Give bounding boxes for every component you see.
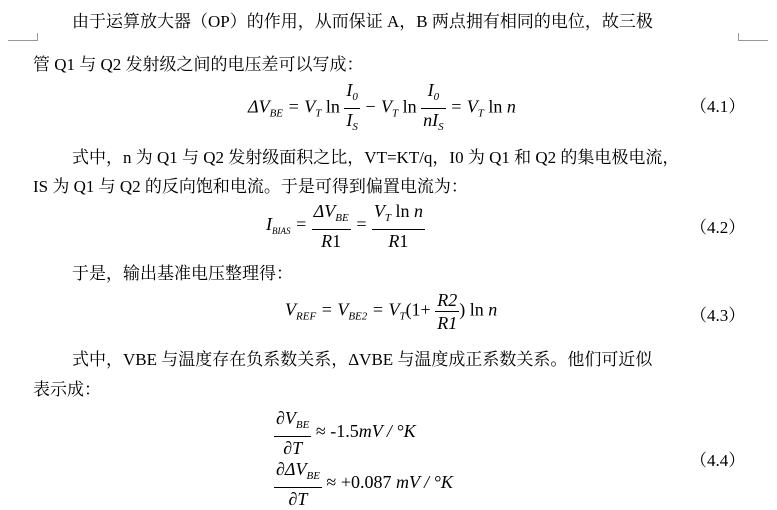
margin-mark-left bbox=[8, 33, 38, 41]
margin-mark-right bbox=[738, 33, 768, 41]
paragraph-4-line-2: 表示成： bbox=[33, 380, 101, 399]
paragraph-1-line-1: 由于运算放大器（OP）的作用，从而保证 A，B 两点拥有相同的电位，故三极 bbox=[72, 12, 653, 31]
equation-number-4-4: （4.4） bbox=[690, 451, 746, 470]
equation-number-4-1: （4.1） bbox=[690, 97, 746, 116]
paragraph-2-line-1: 式中，n 为 Q1 与 Q2 发射级面积之比，VT=KT/q，I0 为 Q1 和 Q2 的集电极电流， bbox=[72, 148, 680, 167]
equation-4-2: $I_{BIAS}$ = $\frac{\Delta V_{BE}}{R1}$ = $\frac{V_T \ln n}{R1}$ bbox=[266, 201, 423, 251]
equation-4-4-value-2: +0.087 bbox=[340, 472, 392, 493]
paragraph-3-line-1: 于是，输出基准电压整理得： bbox=[72, 264, 293, 283]
paragraph-1-line-2: 管 Q1 与 Q2 发射级之间的电压差可以写成： bbox=[33, 55, 364, 74]
equation-number-4-2: （4.2） bbox=[690, 218, 746, 237]
equation-4-1: $\Delta V_{BE} = V_T$ ln $\frac{I_0}{I_S}$ − $V_T$ ln $\frac{I_0}{nI_S}$ = $V_T$ ln n bbox=[248, 80, 516, 133]
equation-4-3: $V_{REF} = V_{BE2} = V_T(1+$ $\frac{R2}{R1}$ ) ln n bbox=[285, 290, 498, 333]
paragraph-2-line-2: IS 为 Q1 与 Q2 的反向饱和电流。于是可得到偏置电流为： bbox=[33, 177, 468, 196]
equation-4-4-value-1: -1.5 bbox=[330, 421, 359, 442]
paragraph-4-line-1: 式中，VBE 与温度存在负系数关系，ΔVBE 与温度成正系数关系。他们可近似 bbox=[72, 350, 653, 369]
equation-4-4-line-2: $\frac{\partial\Delta V_{BE}}{\partial T}$ ≈ +0.087 mV / °K bbox=[276, 459, 453, 509]
equation-number-4-3: （4.3） bbox=[690, 306, 746, 325]
equation-4-4-line-1: $\frac{\partial V_{BE}}{\partial T}$ ≈ -1.5mV / °K bbox=[276, 408, 416, 458]
